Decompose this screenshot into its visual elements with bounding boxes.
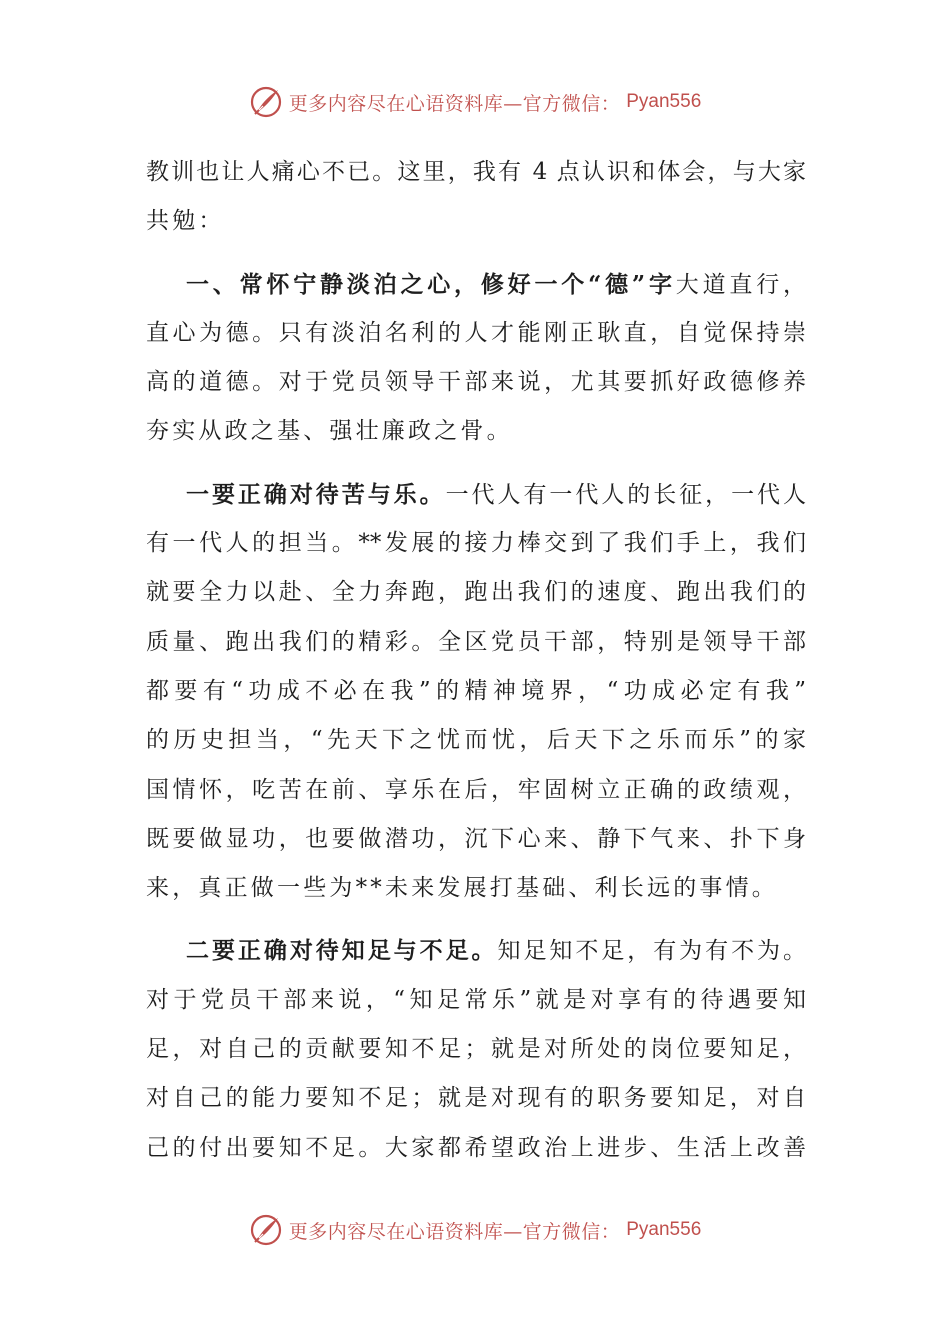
text-line: 质量、跑出我们的精彩。全区党员干部，特别是领导干部 <box>146 628 806 655</box>
paragraph-intro <box>146 148 806 247</box>
text-line: 直心为德。只有淡泊名利的人才能刚正耿直，自觉保持崇 <box>146 319 806 346</box>
text-line: 教训也让人痛心不已。这里，我有 4 点认识和体会，与大家 <box>146 159 806 185</box>
text-line: 对自己的能力要知不足；就是对现有的职务要知足，对自 <box>146 1085 806 1112</box>
text-line: 夯实从政之基、强壮廉政之骨。 <box>146 418 513 445</box>
text-line: 的历史担当，“先天下之忧而忧，后天下之乐而乐”的家 <box>146 727 806 754</box>
quill-pen-logo-icon <box>249 1213 283 1247</box>
text-line: 足，对自己的贡献要知不足；就是对所处的岗位要知足， <box>146 1036 806 1063</box>
point-heading: 二要正确对待知足与不足。 <box>186 937 498 965</box>
text-run: 一代人有一代人的长征，一代人 <box>445 481 807 508</box>
wechat-id: Pyan556 <box>626 1219 702 1240</box>
text-line: 国情怀，吃苦在前、享乐在后，牢固树立正确的政绩观， <box>146 776 806 803</box>
section-heading: 一、常怀宁静淡泊之心，修好一个“德”字 <box>186 270 676 298</box>
point-heading: 一要正确对待苦与乐。 <box>186 480 446 508</box>
text-line: 就要全力以赴、全力奔跑，跑出我们的速度、跑出我们的 <box>146 579 806 606</box>
text-run: 大道直行， <box>675 271 807 298</box>
paragraph-point-1 <box>146 470 806 914</box>
text-line: 高的道德。对于党员领导干部来说，尤其要抓好政德修养 <box>146 369 806 396</box>
text-line: 来，真正做一些为**未来发展打基础、利长远的事情。 <box>146 875 778 902</box>
text-line: 有一代人的担当。**发展的接力棒交到了我们手上，我们 <box>146 530 806 557</box>
footer-banner <box>0 1210 950 1250</box>
text-line: 共勉： <box>146 208 225 235</box>
wechat-id: Pyan556 <box>626 91 702 112</box>
quill-pen-logo-icon <box>249 85 283 119</box>
text-line: 己的付出要知不足。大家都希望政治上进步、生活上改善 <box>146 1134 806 1161</box>
paragraph-section-1 <box>146 260 806 457</box>
text-line: 既要做显功，也要做潜功，沉下心来、静下气来、扑下身 <box>146 825 806 852</box>
text-line <box>146 260 806 309</box>
text-line <box>146 926 806 975</box>
document-body <box>146 148 806 1173</box>
banner-text: 更多内容尽在心语资料库—官方微信： <box>288 92 621 115</box>
header-banner <box>0 82 950 122</box>
text-run: 知足知不足，有为有不为。 <box>497 938 807 965</box>
text-line: 对于党员干部来说，“知足常乐”就是对享有的待遇要知 <box>146 986 806 1013</box>
banner-text: 更多内容尽在心语资料库—官方微信： <box>288 1220 621 1243</box>
text-line <box>146 470 806 519</box>
paragraph-point-2 <box>146 926 806 1172</box>
text-line: 都要有“功成不必在我”的精神境界，“功成必定有我” <box>146 677 806 704</box>
